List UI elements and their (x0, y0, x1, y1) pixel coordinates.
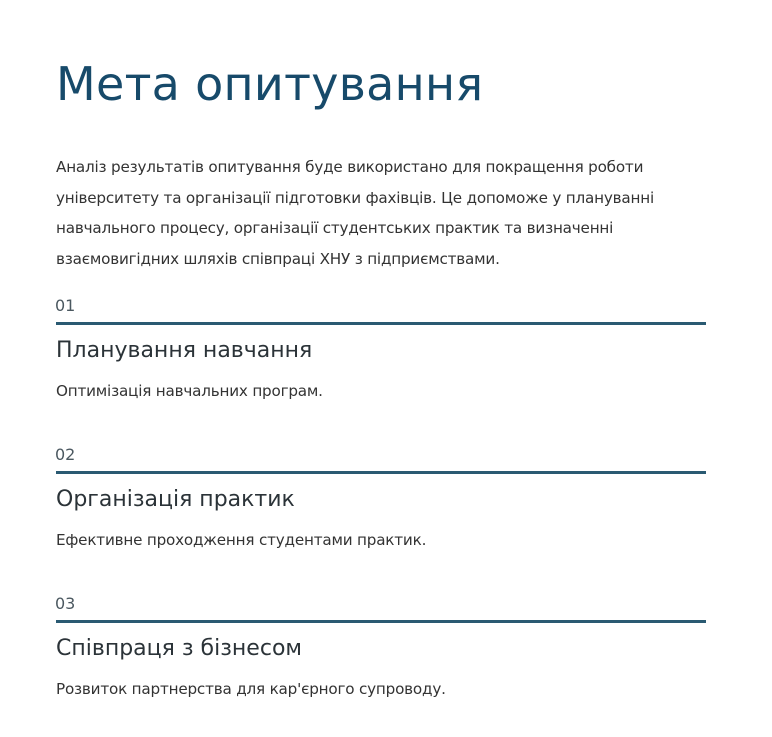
item-description: Ефективне проходження студентами практик. (56, 531, 427, 549)
item-description: Оптимізація навчальних програм. (56, 382, 323, 400)
item-description: Розвиток партнерства для кар'єрного супроводу. (56, 680, 446, 698)
item-heading: Співпраця з бізнесом (56, 636, 302, 661)
item-divider (56, 620, 706, 623)
item-heading: Організація практик (56, 487, 295, 512)
page-title: Мета опитування (56, 57, 484, 111)
item-heading: Планування навчання (56, 338, 313, 363)
item-number: 02 (55, 445, 76, 464)
item-number: 03 (55, 594, 76, 613)
item-number: 01 (55, 296, 76, 315)
intro-paragraph: Аналіз результатів опитування буде використано для покращення роботи університету та організації підготовки фахівців. Це допоможе у плануванні навчального процесу, організації студентських практик та визначенні взаємовигідних шляхів співпраці ХНУ з підприємствами. (56, 158, 654, 268)
item-divider (56, 322, 706, 325)
item-divider (56, 471, 706, 474)
